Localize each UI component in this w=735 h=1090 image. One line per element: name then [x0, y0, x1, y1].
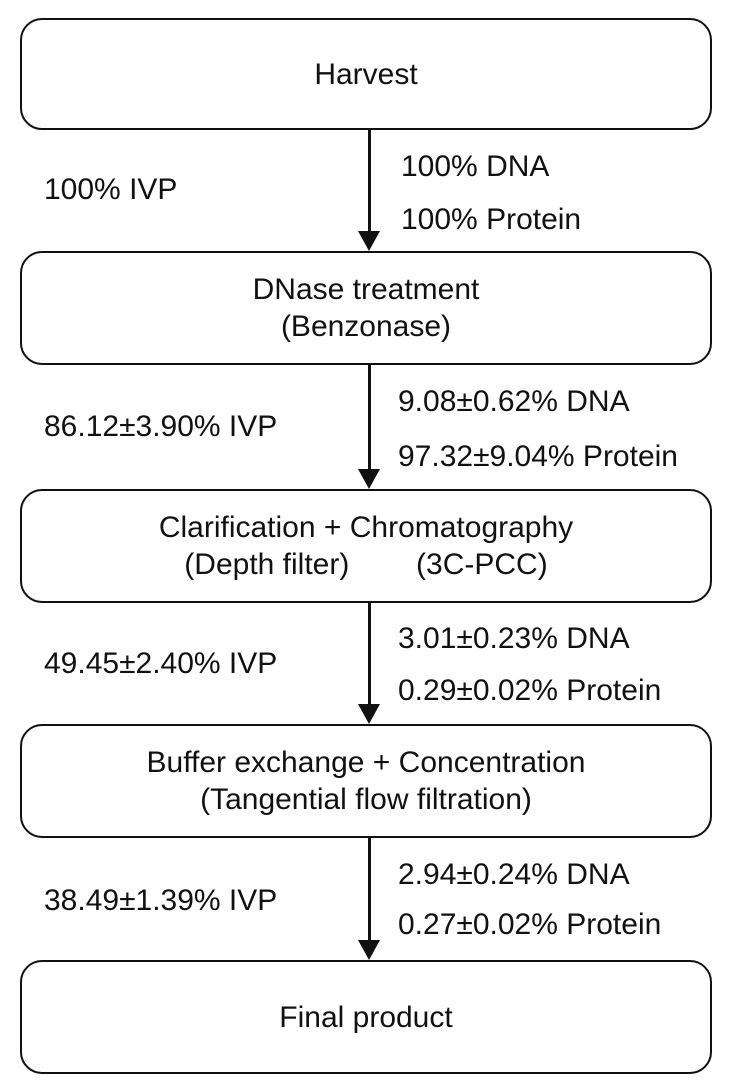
step-buffer-exchange-concentration-subtitle: (Tangential flow filtration): [200, 783, 532, 816]
transition-1-dna: 100% DNA: [401, 150, 550, 183]
step-final-product: [20, 960, 712, 1074]
transition-1-protein: 100% Protein: [401, 203, 582, 236]
step-clarification-chromatography: [20, 489, 712, 603]
transition-1-ivp: 100% IVP: [44, 173, 178, 206]
transition-3-ivp: 49.45±2.40% IVP: [44, 647, 278, 680]
step-dnase-treatment-subtitle: (Benzonase): [280, 310, 452, 343]
transition-2-protein: 97.32±9.04% Protein: [398, 440, 678, 473]
flow-arrow-3-head: [358, 704, 380, 724]
flow-arrow-4: [354, 838, 384, 960]
step-clarification-chromatography-subtitle: (Depth filter) (3C-PCC): [184, 548, 548, 581]
step-buffer-exchange-concentration-title: Buffer exchange + Concentration: [146, 746, 586, 779]
transition-4-ivp: 38.49±1.39% IVP: [44, 884, 278, 917]
step-harvest: [20, 18, 712, 130]
flow-arrow-1: [354, 130, 384, 251]
transition-4-protein: 0.27±0.02% Protein: [398, 908, 662, 941]
flow-arrow-4-shaft: [368, 838, 371, 941]
flow-arrow-2-head: [358, 469, 380, 489]
flow-arrow-3-shaft: [368, 603, 371, 705]
flow-arrow-2-shaft: [368, 365, 371, 470]
flow-arrow-1-head: [358, 231, 380, 251]
flow-arrow-4-head: [358, 940, 380, 960]
transition-2-ivp: 86.12±3.90% IVP: [44, 410, 278, 443]
step-dnase-treatment-title: DNase treatment: [252, 273, 480, 306]
flow-arrow-2: [354, 365, 384, 489]
flow-arrow-3: [354, 603, 384, 724]
transition-3-dna: 3.01±0.23% DNA: [398, 622, 630, 655]
step-final-product-label: Final product: [279, 1000, 453, 1034]
transition-2-dna: 9.08±0.62% DNA: [398, 385, 630, 418]
step-buffer-exchange-concentration: [20, 724, 712, 838]
step-harvest-label: Harvest: [314, 57, 418, 91]
transition-3-protein: 0.29±0.02% Protein: [398, 674, 662, 707]
flow-arrow-1-shaft: [368, 130, 371, 232]
transition-4-dna: 2.94±0.24% DNA: [398, 858, 630, 891]
step-clarification-chromatography-title: Clarification + Chromatography: [158, 511, 574, 544]
step-dnase-treatment: [20, 251, 712, 365]
